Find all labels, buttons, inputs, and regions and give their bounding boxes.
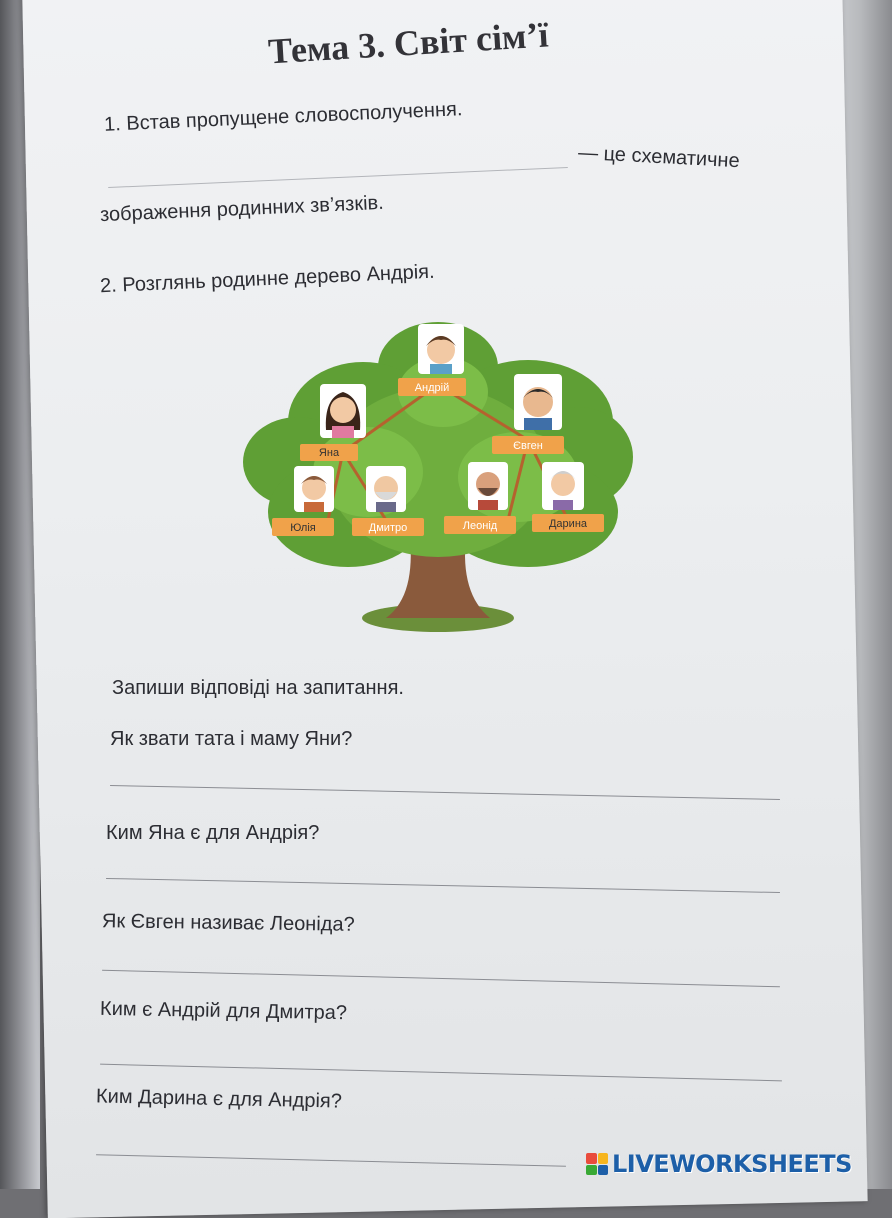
liveworksheets-logo-text: LIVEWORKSHEETS bbox=[612, 1150, 852, 1178]
page-title: Тема 3. Світ сім’ї bbox=[267, 14, 550, 72]
label-daryna: Дарина bbox=[548, 518, 588, 530]
task1-blank-field[interactable] bbox=[108, 167, 568, 188]
label-yuliia: Юлія bbox=[290, 522, 316, 534]
portrait-yuliia bbox=[294, 466, 334, 512]
questions-intro: Запиши відповіді на запитання. bbox=[112, 677, 404, 699]
answer-line-3[interactable] bbox=[102, 970, 780, 988]
label-yana: Яна bbox=[318, 447, 340, 459]
label-leonid: Леонід bbox=[462, 520, 498, 532]
question-4: Ким є Андрій для Дмитра? bbox=[99, 997, 348, 1025]
answer-line-2[interactable] bbox=[106, 878, 780, 893]
portrait-leonid bbox=[468, 462, 508, 510]
label-yevhen: Євген bbox=[513, 440, 543, 452]
liveworksheets-logo bbox=[586, 1150, 852, 1178]
answer-line-1[interactable] bbox=[110, 785, 780, 800]
question-2: Ким Яна є для Андрія? bbox=[106, 822, 320, 844]
task1-prompt: 1. Встав пропущене словосполучення. bbox=[103, 98, 463, 136]
family-tree-svg bbox=[238, 312, 638, 657]
portrait-andrii bbox=[418, 324, 464, 374]
portrait-dmytro bbox=[366, 466, 406, 512]
family-tree-illustration bbox=[238, 312, 638, 657]
task2-prompt: 2. Розглянь родинне дерево Андрія. bbox=[99, 260, 435, 298]
portrait-daryna bbox=[542, 462, 584, 510]
portrait-yevhen bbox=[514, 374, 562, 430]
question-1: Як звати тата і маму Яни? bbox=[110, 728, 353, 750]
task1-suffix: — це схематичне bbox=[577, 141, 741, 173]
question-5: Ким Дарина є для Андрія? bbox=[95, 1085, 343, 1113]
portrait-yana bbox=[320, 384, 366, 438]
label-andrii: Андрій bbox=[414, 382, 450, 394]
question-3: Як Євген називає Леоніда? bbox=[101, 910, 355, 936]
label-dmytro: Дмитро bbox=[368, 522, 408, 534]
answer-line-4[interactable] bbox=[100, 1064, 782, 1082]
task1-continuation: зображення родинних зв’язків. bbox=[99, 191, 385, 227]
answer-line-5[interactable] bbox=[96, 1154, 566, 1166]
liveworksheets-logo-icon bbox=[586, 1153, 608, 1175]
